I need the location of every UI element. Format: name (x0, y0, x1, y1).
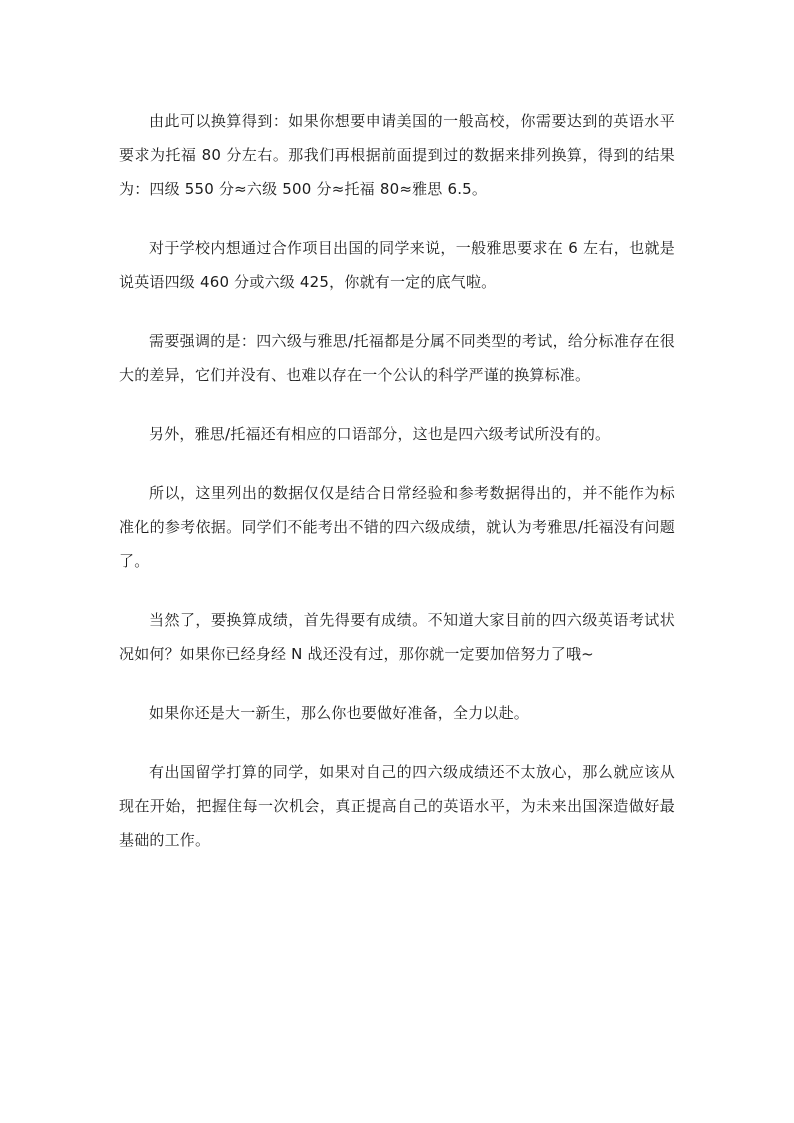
paragraph-cooperation-project: 对于学校内想通过合作项目出国的同学来说，一般雅思要求在 6 左右，也就是说英语四级 460 分或六级 425，你就有一定的底气啦。 (119, 239, 675, 291)
paragraph-score-conversion: 由此可以换算得到：如果你想要申请美国的一般高校，你需要达到的英语水平要求为托福 80 分左右。那我们再根据前面提到过的数据来排列换算，得到的结果为：四级 550 分≈六级 500 分≈托福 80≈雅思 6.5。 (119, 112, 675, 198)
paragraph-study-abroad-advice: 有出国留学打算的同学，如果对自己的四六级成绩还不太放心，那么就应该从现在开始，把握住每一次机会，真正提高自己的英语水平，为未来出国深造做好最基础的工作。 (119, 763, 675, 849)
paragraph-emphasis: 需要强调的是：四六级与雅思/托福都是分属不同类型的考试，给分标准存在很大的差异，它们并没有、也难以存在一个公认的科学严谨的换算标准。 (119, 332, 675, 384)
paragraph-freshman: 如果你还是大一新生，那么你也要做好准备，全力以赴。 (149, 704, 530, 722)
document-body (119, 104, 675, 882)
paragraph-speaking-section: 另外，雅思/托福还有相应的口语部分，这也是四六级考试所没有的。 (149, 425, 611, 443)
paragraph-disclaimer: 所以，这里列出的数据仅仅是结合日常经验和参考数据得出的，并不能作为标准化的参考依据。同学们不能考出不错的四六级成绩，就认为考雅思/托福没有问题了。 (119, 484, 675, 570)
paragraph-need-scores: 当然了，要换算成绩，首先得要有成绩。不知道大家目前的四六级英语考试状况如何？如果你已经身经 N 战还没有过，那你就一定要加倍努力了哦~ (119, 611, 675, 663)
